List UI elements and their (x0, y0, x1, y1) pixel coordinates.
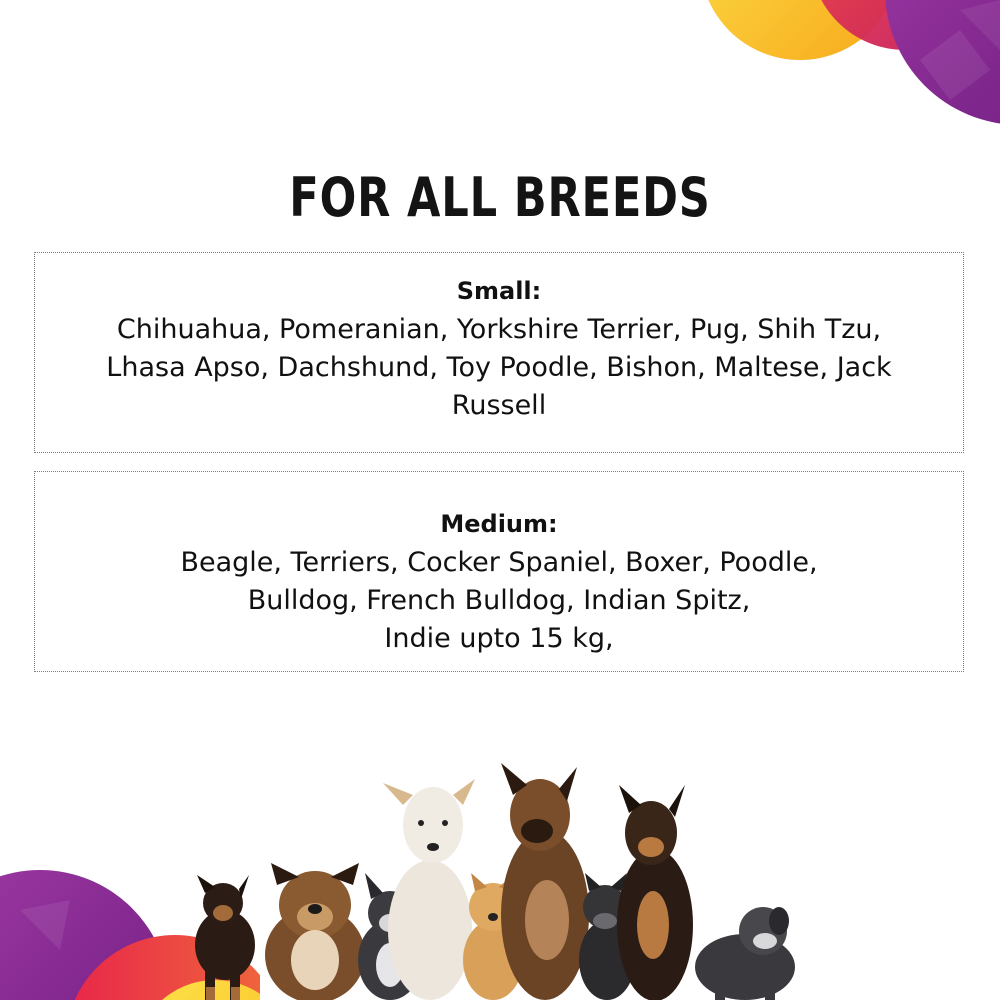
medium-breeds-line-3: Indie upto 15 kg, (384, 623, 614, 654)
dog-black-tan-shepherd (617, 785, 693, 1000)
dog-white (383, 779, 475, 1000)
dog-small-shaggy (695, 907, 795, 1000)
small-breeds-list: Chihuahua, Pomeranian, Yorkshire Terrier, Pug, Shih Tzu, Lhasa Apso, Dachshund, Toy Poodle, Bishon, Maltese, Jack Russell (106, 314, 892, 421)
medium-breeds-line-1: Beagle, Terriers, Cocker Spaniel, Boxer, Poodle, (180, 547, 818, 578)
decor-swirl-top-right (690, 0, 1000, 125)
headline: FOR ALL BREEDS (289, 166, 711, 229)
medium-breeds-title: Medium: (440, 510, 558, 538)
dogs-group-image (175, 755, 805, 1000)
small-breeds-title: Small: (456, 277, 542, 305)
small-breeds-box (34, 252, 964, 453)
dog-shepherd-mix (265, 863, 365, 1000)
medium-breeds-line-2: Bulldog, French Bulldog, Indian Spitz, (247, 585, 751, 616)
dog-small-black-tan (195, 875, 255, 1000)
medium-breeds-box (34, 471, 964, 672)
dog-shepherd-tall (501, 763, 589, 1000)
